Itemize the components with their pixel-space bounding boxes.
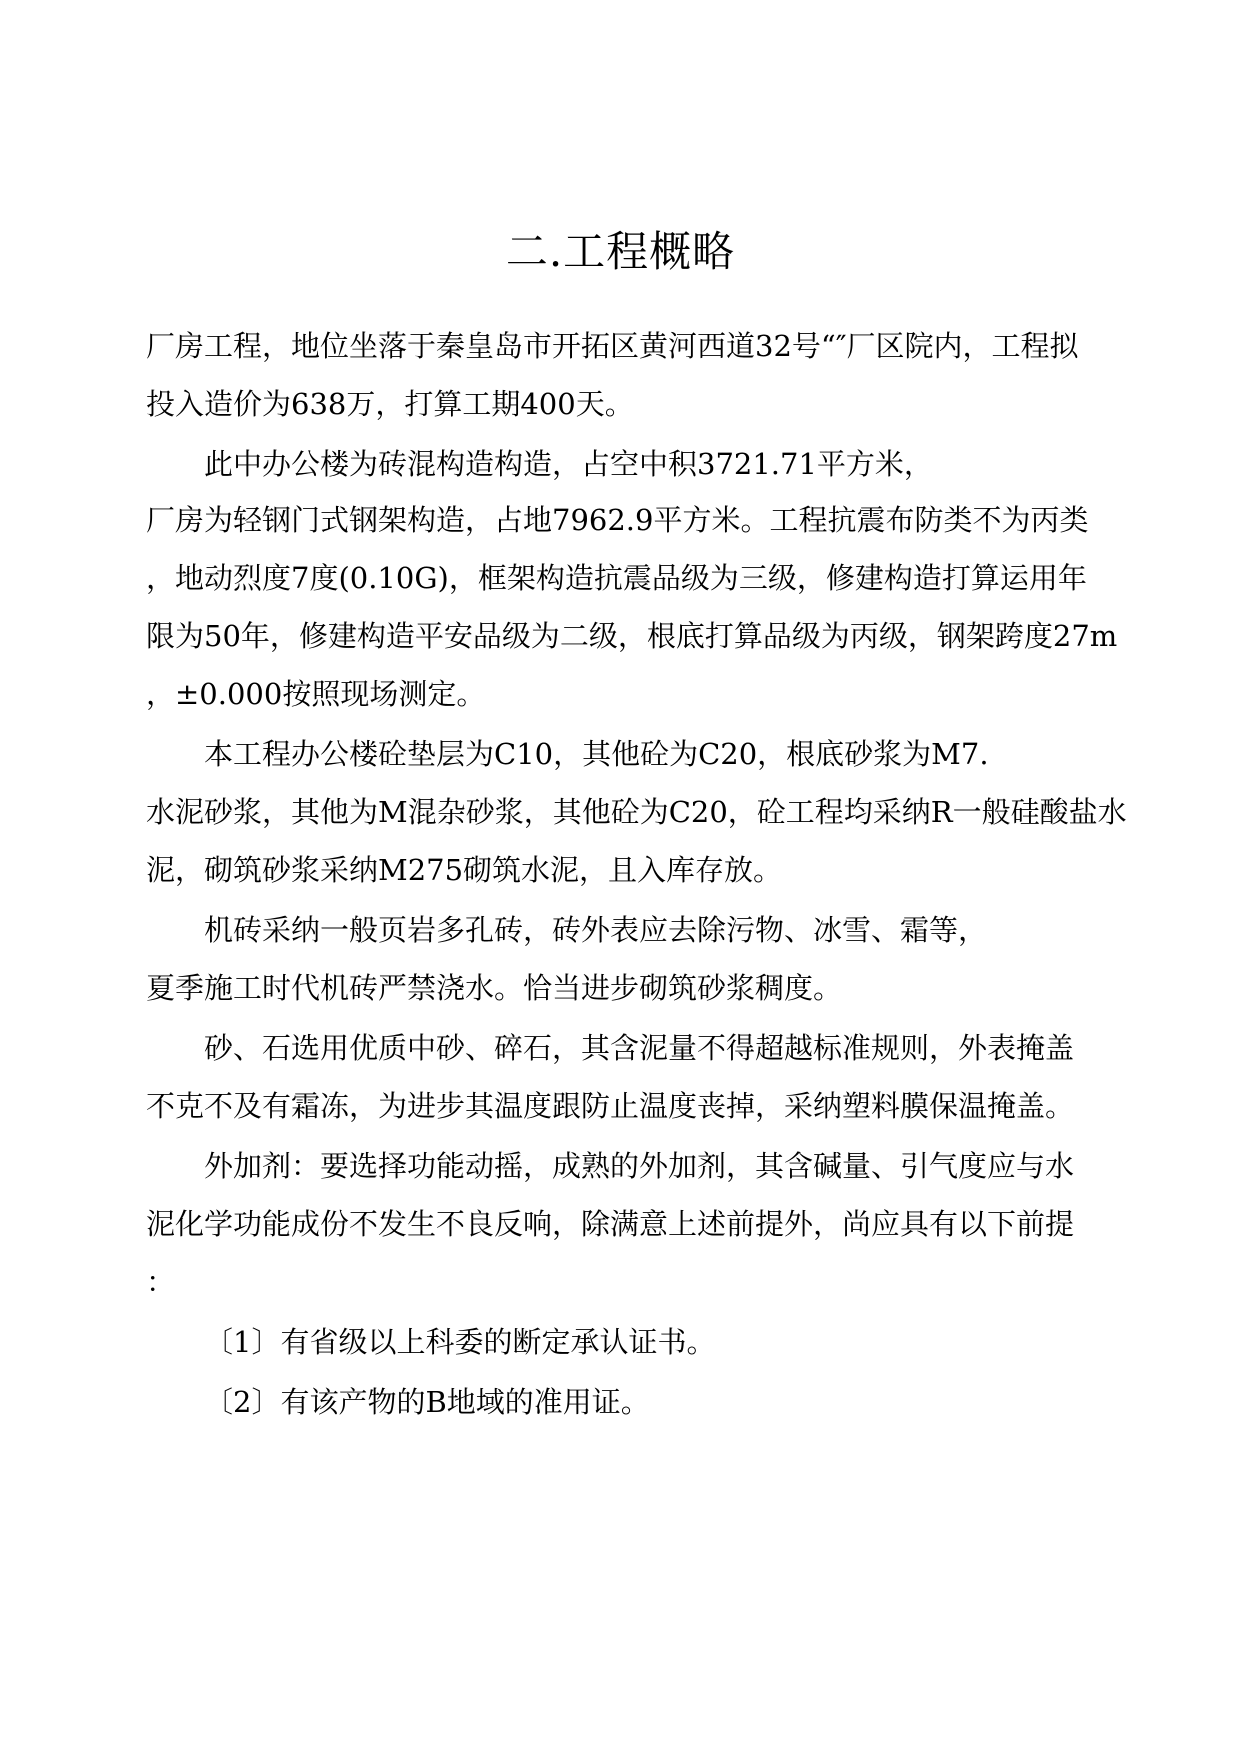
paragraph-line: ，±0.000按照现场测定。 [146,677,486,711]
paragraph-line: 夏季施工时代机砖严禁浇水。恰当进步砌筑砂浆稠度。 [146,971,843,1005]
paragraph-line: 限为50年，修建构造平安品级为二级，根底打算品级为丙级，钢架跨度27m [146,619,1118,653]
paragraph-line: 投入造价为638万，打算工期400天。 [146,387,634,421]
paragraph-line: 机砖采纳一般页岩多孔砖，砖外表应去除污物、冰雪、霜等， [204,913,988,947]
paragraph-line: 此中办公楼为砖混构造构造，占空中积3721.71平方米， [204,447,933,481]
paragraph-line: ，地动烈度7度(0.10G)，框架构造抗震品级为三级，修建构造打算运用年 [146,561,1087,595]
paragraph-line: 不克不及有霜冻，为进步其温度跟防止温度丧掉，采纳塑料膜保温掩盖。 [146,1089,1075,1123]
list-item: 〔2〕有该产物的B地域的准用证。 [204,1385,650,1419]
paragraph-line: 水泥砂浆，其他为M混杂砂浆，其他砼为C20，砼工程均采纳R一般硅酸盐水 [146,795,1127,829]
paragraph-line: 泥，砌筑砂浆采纳M275砌筑水泥，且入库存放。 [146,853,783,887]
page-title: 二.工程概略 [505,227,736,276]
paragraph-line: 厂房为轻钢门式钢架构造，占地7962.9平方米。工程抗震布防类不为丙类 [146,503,1089,537]
paragraph-line: 外加剂：要选择功能动摇，成熟的外加剂，其含碱量、引气度应与水 [204,1149,1075,1183]
paragraph-line: 本工程办公楼砼垫层为C10，其他砼为C20，根底砂浆为M7. [204,737,989,771]
list-item: 〔1〕有省级以上科委的断定承认证书。 [204,1325,716,1359]
paragraph-line: 泥化学功能成份不发生不良反响，除满意上述前提外，尚应具有以下前提 [146,1207,1075,1241]
paragraph-line: 厂房工程，地位坐落于秦皇岛市开拓区黄河西道32号“″厂区院内，工程拟 [146,329,1079,363]
paragraph-line: ： [146,1265,176,1299]
paragraph-line: 砂、石选用优质中砂、碎石，其含泥量不得超越标准规则，外表掩盖 [204,1031,1075,1065]
